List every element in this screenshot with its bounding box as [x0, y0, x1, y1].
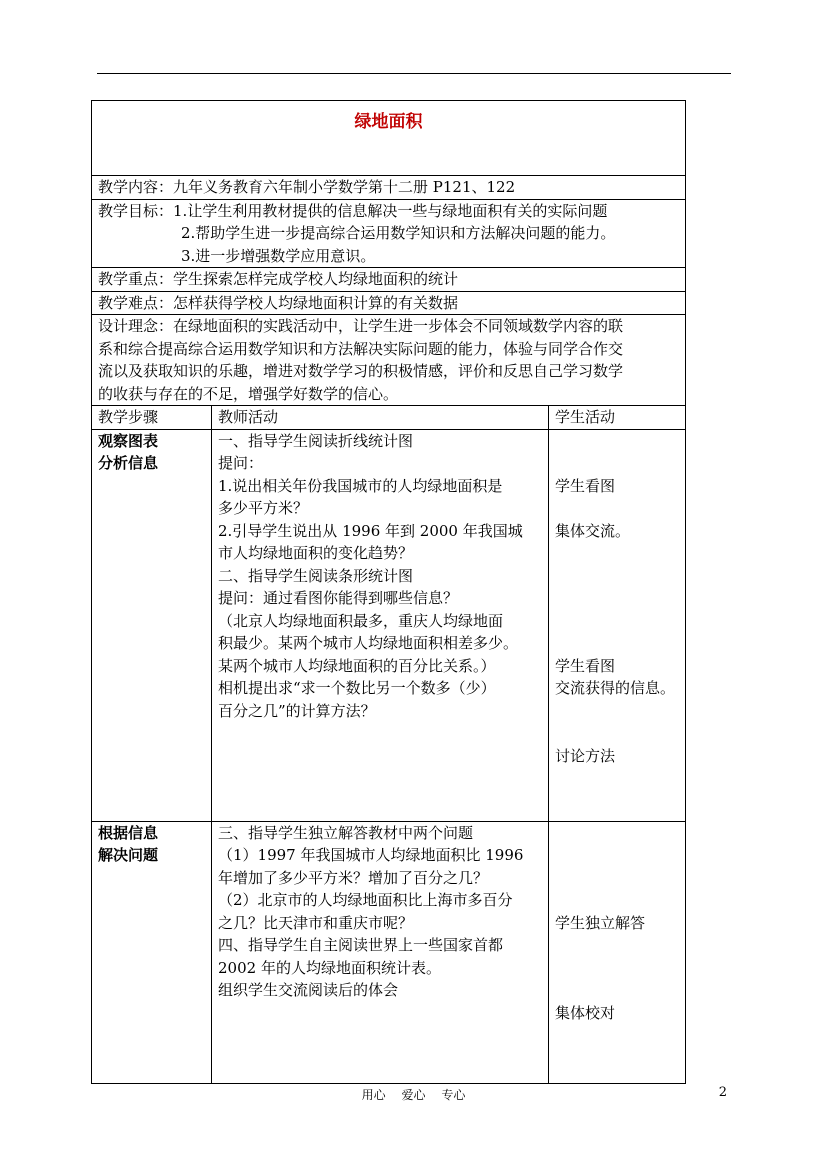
- student-activity-cell: [549, 429, 686, 821]
- teacher-line: 提问：通过看图你能得到哪些信息？: [218, 589, 459, 607]
- difficulty-cell: [92, 291, 686, 315]
- student-activity-cell: [549, 821, 686, 1083]
- teacher-line: （北京人均绿地面积最多，重庆人均绿地面: [218, 611, 504, 630]
- footer-motto: 专心: [441, 1088, 466, 1102]
- goal-item: 1.让学生利用教材提供的信息解决一些与绿地面积有关的实际问题: [173, 201, 608, 220]
- difficulty-text: 怎样获得学校人均绿地面积计算的有关数据: [173, 293, 459, 312]
- step-name: 根据信息: [98, 823, 159, 842]
- design-cell: [92, 315, 686, 406]
- design-label: 设计理念：: [98, 317, 174, 335]
- teacher-line: 提问：: [218, 454, 264, 472]
- teacher-line: 相机提出求“求一个数比另一个数多（少）: [218, 679, 496, 697]
- teacher-line: 四、指导学生自主阅读世界上一些国家首都: [218, 936, 504, 954]
- design-line: 系和综合提高综合运用数学知识和方法解决实际问题的能力，体验与同学合作交: [98, 339, 624, 358]
- teacher-line: 某两个城市人均绿地面积的百分比关系。）: [218, 656, 496, 675]
- step-row: [92, 821, 686, 1083]
- footer-motto: 爱心: [401, 1088, 426, 1102]
- page-title: 绿地面积: [354, 112, 423, 132]
- difficulty-label: 教学难点：: [98, 293, 174, 312]
- title-row: [92, 101, 686, 176]
- content-label: 教学内容：: [98, 178, 174, 196]
- teacher-line: 一、指导学生阅读折线统计图: [218, 431, 414, 450]
- goals-cell: [92, 199, 686, 268]
- difficulty-row: [92, 291, 686, 315]
- teacher-activity-cell: [212, 429, 549, 821]
- footer-motto: 用心: [361, 1088, 386, 1102]
- student-line: 集体交流。: [555, 521, 631, 540]
- teacher-line: （1）1997 年我国城市人均绿地面积比 1996: [218, 846, 524, 864]
- step-cell: [92, 821, 212, 1083]
- teacher-line: 二、指导学生阅读条形统计图: [218, 566, 414, 585]
- key-point-cell: [92, 268, 686, 292]
- teacher-line: 多少平方米？: [218, 499, 309, 517]
- student-line: 集体校对: [555, 1003, 616, 1022]
- design-line: 在绿地面积的实践活动中，让学生进一步体会不同领域数学内容的联: [173, 317, 624, 335]
- step-row: [92, 429, 686, 821]
- header-row: [92, 406, 686, 430]
- goals-row: [92, 199, 686, 268]
- goals-label: 教学目标：: [98, 201, 174, 220]
- student-line: 学生看图: [555, 656, 616, 675]
- step-cell: [92, 429, 212, 821]
- teacher-line: 百分之几”的计算方法？: [218, 701, 376, 720]
- content-cell: [92, 176, 686, 200]
- design-line: 流以及获取知识的乐趣，增进对数学学习的积极情感，评价和反思自己学习数学: [98, 362, 624, 380]
- lesson-plan-table: [91, 100, 686, 1084]
- teacher-line: 2002 年的人均绿地面积统计表。: [218, 958, 441, 977]
- student-line: 学生看图: [555, 476, 616, 495]
- key-point-text: 学生探索怎样完成学校人均绿地面积的统计: [173, 270, 459, 288]
- teacher-header: 教师活动: [212, 406, 549, 430]
- goal-item: 2.帮助学生进一步提高综合运用数学知识和方法解决问题的能力。: [181, 224, 616, 242]
- content-row: [92, 176, 686, 200]
- design-line: 的收获与存在的不足，增强学好数学的信心。: [98, 384, 399, 403]
- student-header: 学生活动: [549, 406, 686, 430]
- page-number: 2: [718, 1085, 727, 1100]
- key-point-row: [92, 268, 686, 292]
- step-name: 分析信息: [98, 454, 159, 472]
- design-row: [92, 315, 686, 406]
- teacher-line: 三、指导学生独立解答教材中两个问题: [218, 823, 474, 842]
- steps-header: 教学步骤: [92, 406, 212, 430]
- goal-item: 3.进一步增强数学应用意识。: [181, 246, 376, 265]
- teacher-line: 市人均绿地面积的变化趋势？: [218, 544, 414, 562]
- teacher-activity-cell: [212, 821, 549, 1083]
- teacher-line: 积最少。某两个城市人均绿地面积相差多少。: [218, 634, 519, 652]
- content-text: 九年义务教育六年制小学数学第十二册 P121、122: [173, 178, 516, 196]
- header-rule: [97, 73, 731, 74]
- step-name: 观察图表: [98, 431, 159, 450]
- teacher-line: 2.引导学生说出从 1996 年到 2000 年我国城: [218, 521, 523, 540]
- step-name: 解决问题: [98, 846, 159, 864]
- teacher-line: （2）北京市的人均绿地面积比上海市多百分: [218, 891, 513, 909]
- student-line: 讨论方法: [555, 746, 616, 765]
- key-point-label: 教学重点：: [98, 270, 174, 288]
- page-footer: [0, 1086, 827, 1103]
- teacher-line: 之几？比天津市和重庆市呢？: [218, 913, 414, 932]
- teacher-line: 年增加了多少平方米？增加了百分之几？: [218, 868, 489, 887]
- student-line: 交流获得的信息。: [555, 679, 676, 697]
- teacher-line: 组织学生交流阅读后的体会: [218, 981, 399, 999]
- title-cell: [92, 101, 686, 176]
- student-line: 学生独立解答: [555, 913, 646, 932]
- teacher-line: 1.说出相关年份我国城市的人均绿地面积是: [218, 476, 503, 495]
